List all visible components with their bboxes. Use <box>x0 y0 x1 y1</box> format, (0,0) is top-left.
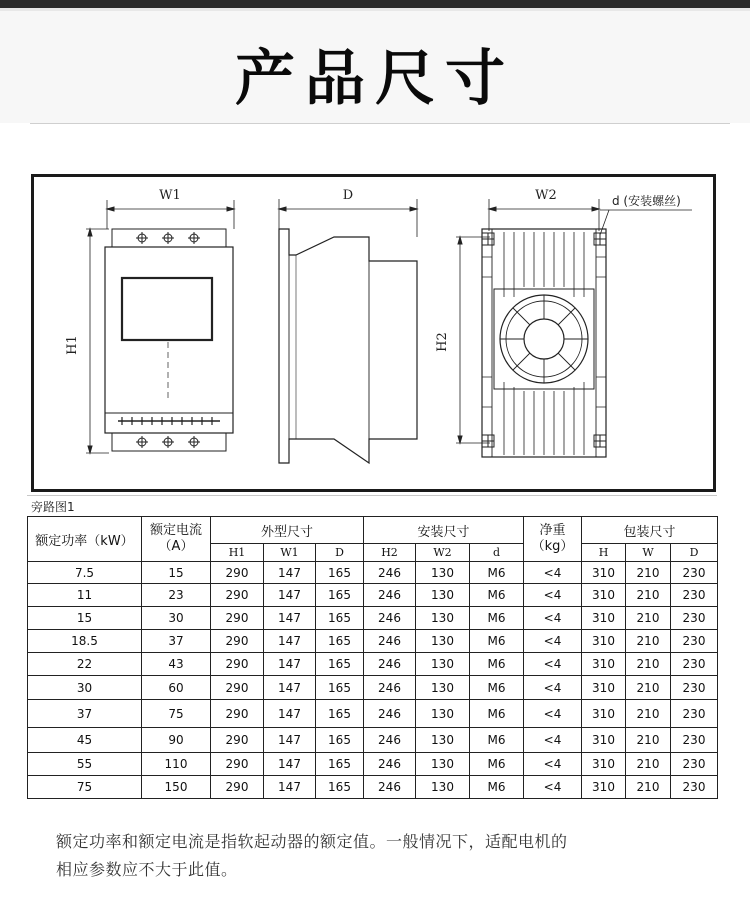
header-package-size: 包装尺寸 <box>582 517 718 544</box>
table-cell: 246 <box>364 607 416 630</box>
table-cell: <4 <box>524 700 582 728</box>
table-cell: 165 <box>316 584 364 607</box>
table-cell: 310 <box>582 676 626 700</box>
table-row <box>28 700 718 728</box>
table-cell: 147 <box>264 700 316 728</box>
table-cell: 165 <box>316 607 364 630</box>
table-cell: 290 <box>211 776 264 799</box>
table-cell: 210 <box>626 753 671 776</box>
subheader-pkg-d: D <box>671 544 718 562</box>
table-cell: 37 <box>142 630 211 653</box>
table-cell: 210 <box>626 653 671 676</box>
table-cell: 22 <box>28 653 142 676</box>
table-cell: 55 <box>28 753 142 776</box>
table-cell: 150 <box>142 776 211 799</box>
table-cell: 230 <box>671 776 718 799</box>
table-cell: 147 <box>264 562 316 584</box>
table-cell: 130 <box>416 676 470 700</box>
spec-table <box>27 516 718 799</box>
table-cell: 60 <box>142 676 211 700</box>
table-cell: 310 <box>582 584 626 607</box>
table-cell: 23 <box>142 584 211 607</box>
footnote-line1: 额定功率和额定电流是指软起动器的额定值。一般情况下，适配电机的 <box>56 832 568 851</box>
header-weight-line2: （kg） <box>531 539 574 554</box>
table-cell: 310 <box>582 700 626 728</box>
table-cell: M6 <box>470 584 524 607</box>
table-cell: M6 <box>470 562 524 584</box>
table-cell: <4 <box>524 676 582 700</box>
table-cell: 210 <box>626 676 671 700</box>
table-cell: 290 <box>211 607 264 630</box>
table-cell: 147 <box>264 607 316 630</box>
table-cell: <4 <box>524 728 582 753</box>
back-view <box>435 188 692 457</box>
table-row <box>28 776 718 799</box>
table-cell: 147 <box>264 653 316 676</box>
table-cell: 246 <box>364 753 416 776</box>
w1-label: W1 <box>159 188 181 203</box>
table-cell: 30 <box>28 676 142 700</box>
table-cell: 246 <box>364 776 416 799</box>
table-cell: <4 <box>524 630 582 653</box>
table-cell: 130 <box>416 776 470 799</box>
subheader-pkg-h: H <box>582 544 626 562</box>
table-cell: 310 <box>582 776 626 799</box>
table-cell: 310 <box>582 753 626 776</box>
table-cell: 290 <box>211 676 264 700</box>
table-cell: 15 <box>28 607 142 630</box>
w2-label: W2 <box>535 188 557 203</box>
table-cell: 90 <box>142 728 211 753</box>
table-cell: 210 <box>626 630 671 653</box>
table-cell: 75 <box>28 776 142 799</box>
table-cell: 310 <box>582 630 626 653</box>
footnote-line2: 相应参数应不大于此值。 <box>56 860 238 879</box>
table-cell: 246 <box>364 653 416 676</box>
subheader-h2: H2 <box>364 544 416 562</box>
table-cell: 246 <box>364 728 416 753</box>
table-cell: 75 <box>142 700 211 728</box>
table-cell: 147 <box>264 753 316 776</box>
table-cell: 147 <box>264 676 316 700</box>
table-cell: M6 <box>470 753 524 776</box>
header-current <box>142 517 211 562</box>
table-cell: <4 <box>524 562 582 584</box>
table-cell: 165 <box>316 676 364 700</box>
table-cell: M6 <box>470 728 524 753</box>
table-body <box>28 562 718 799</box>
table-cell: 147 <box>264 776 316 799</box>
table-cell: 130 <box>416 562 470 584</box>
screw-label: d (安装螺丝) <box>612 194 681 208</box>
header-outer-size: 外型尺寸 <box>211 517 364 544</box>
table-cell: 230 <box>671 753 718 776</box>
subheader-w1: W1 <box>264 544 316 562</box>
table-cell: M6 <box>470 607 524 630</box>
table-cell: 37 <box>28 700 142 728</box>
table-cell: 246 <box>364 700 416 728</box>
header-weight-line1: 净重 <box>539 523 566 538</box>
table-cell: 130 <box>416 630 470 653</box>
footnote <box>56 828 726 884</box>
dimension-drawing <box>31 174 716 492</box>
table-row <box>28 607 718 630</box>
table-row <box>28 653 718 676</box>
table-cell: 30 <box>142 607 211 630</box>
table-row <box>28 676 718 700</box>
header-current-line2: （A） <box>158 539 194 554</box>
table-cell: 230 <box>671 728 718 753</box>
front-view <box>65 188 234 453</box>
table-cell: 165 <box>316 753 364 776</box>
table-cell: 165 <box>316 653 364 676</box>
table-cell: 165 <box>316 630 364 653</box>
table-cell: 165 <box>316 776 364 799</box>
table-cell: 210 <box>626 776 671 799</box>
header-weight <box>524 517 582 562</box>
table-cell: 15 <box>142 562 211 584</box>
subheader-screw-d: d <box>470 544 524 562</box>
table-cell: 310 <box>582 653 626 676</box>
table-cell: M6 <box>470 776 524 799</box>
diagram-caption: 旁路图1 <box>31 500 75 514</box>
header-divider <box>30 123 730 124</box>
table-cell: 18.5 <box>28 630 142 653</box>
table-cell: 290 <box>211 653 264 676</box>
top-dark-bar <box>0 0 750 8</box>
dimension-drawing-svg <box>34 177 713 489</box>
table-cell: 230 <box>671 653 718 676</box>
table-row <box>28 728 718 753</box>
table-row <box>28 753 718 776</box>
table-cell: 230 <box>671 630 718 653</box>
table-cell: 130 <box>416 607 470 630</box>
table-cell: 230 <box>671 607 718 630</box>
table-cell: 165 <box>316 728 364 753</box>
header-install-size: 安装尺寸 <box>364 517 524 544</box>
table-cell: <4 <box>524 653 582 676</box>
table-cell: 130 <box>416 728 470 753</box>
table-cell: 230 <box>671 700 718 728</box>
header-current-line1: 额定电流 <box>149 523 202 538</box>
table-row <box>28 584 718 607</box>
header-power: 额定功率（kW） <box>28 517 142 562</box>
table-cell: <4 <box>524 753 582 776</box>
table-cell: 230 <box>671 584 718 607</box>
h1-label: H1 <box>65 335 80 355</box>
subheader-w2: W2 <box>416 544 470 562</box>
table-cell: 246 <box>364 630 416 653</box>
table-cell: 45 <box>28 728 142 753</box>
table-cell: 290 <box>211 630 264 653</box>
table-cell: 110 <box>142 753 211 776</box>
subheader-h1: H1 <box>211 544 264 562</box>
side-view <box>279 188 417 463</box>
table-cell: 230 <box>671 562 718 584</box>
table-cell: 165 <box>316 562 364 584</box>
table-cell: 165 <box>316 700 364 728</box>
table-cell: <4 <box>524 607 582 630</box>
table-cell: 147 <box>264 630 316 653</box>
table-cell: M6 <box>470 653 524 676</box>
table-cell: 290 <box>211 584 264 607</box>
table-row <box>28 630 718 653</box>
table-cell: 210 <box>626 700 671 728</box>
table-cell: 43 <box>142 653 211 676</box>
table-cell: M6 <box>470 700 524 728</box>
table-cell: 310 <box>582 562 626 584</box>
table-cell: 130 <box>416 700 470 728</box>
table-cell: 7.5 <box>28 562 142 584</box>
table-cell: 230 <box>671 676 718 700</box>
table-cell: 130 <box>416 753 470 776</box>
table-cell: 310 <box>582 607 626 630</box>
table-cell: 290 <box>211 753 264 776</box>
table-cell: M6 <box>470 630 524 653</box>
table-cell: 246 <box>364 584 416 607</box>
subheader-d: D <box>316 544 364 562</box>
caption-row <box>27 495 717 517</box>
h2-label: H2 <box>435 332 450 352</box>
table-cell: 147 <box>264 584 316 607</box>
table-header-row <box>28 517 718 544</box>
page-title: 产品尺寸 <box>235 44 515 114</box>
table-cell: 246 <box>364 562 416 584</box>
table-cell: 130 <box>416 653 470 676</box>
d-label: D <box>342 188 354 203</box>
table-cell: <4 <box>524 776 582 799</box>
table-cell: 210 <box>626 607 671 630</box>
table-cell: 290 <box>211 728 264 753</box>
subheader-pkg-w: W <box>626 544 671 562</box>
table-cell: 210 <box>626 584 671 607</box>
table-cell: 147 <box>264 728 316 753</box>
table-cell: 290 <box>211 562 264 584</box>
table-cell: 246 <box>364 676 416 700</box>
table-cell: 130 <box>416 584 470 607</box>
table-cell: 210 <box>626 562 671 584</box>
table-cell: M6 <box>470 676 524 700</box>
table-row <box>28 562 718 584</box>
table-cell: 310 <box>582 728 626 753</box>
table-cell: 290 <box>211 700 264 728</box>
table-cell: <4 <box>524 584 582 607</box>
table-cell: 11 <box>28 584 142 607</box>
table-cell: 210 <box>626 728 671 753</box>
